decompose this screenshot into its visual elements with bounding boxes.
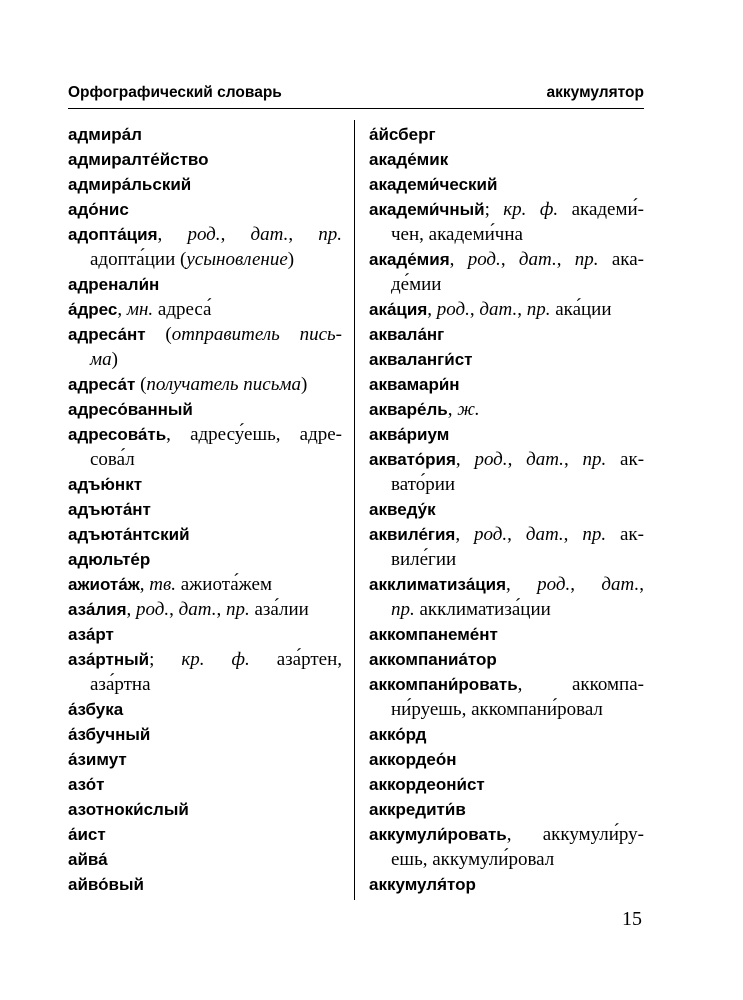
entry-text: , — [139, 574, 150, 595]
grammar-label: ма — [90, 349, 112, 370]
entry-text: ни́руешь, аккомпани́ровал — [391, 699, 603, 720]
headword: акко́рд — [369, 725, 427, 744]
dictionary-line — [68, 172, 342, 197]
entry-text: , аккумули́ру- — [506, 824, 644, 845]
dictionary-line — [369, 447, 644, 472]
entry-text: , — [455, 449, 475, 470]
headword: аккомпаниа́тор — [369, 650, 497, 669]
entry-text: ака́ции — [550, 299, 612, 320]
grammar-label: кр. ф. — [503, 199, 559, 220]
entry-text: ак- — [606, 449, 644, 470]
grammar-label: дат. — [525, 524, 564, 545]
entry-text: ) — [111, 349, 118, 370]
entry-text: , — [157, 224, 188, 245]
grammar-label: род. — [436, 299, 470, 320]
entry-text: , — [556, 249, 575, 270]
headword: адюльте́р — [68, 550, 151, 569]
grammar-label: получатель письма — [146, 374, 302, 395]
headword: адреса́т — [68, 375, 136, 394]
headword: аккомпанеме́нт — [369, 625, 498, 644]
dictionary-line — [369, 222, 644, 247]
headword: аккредити́в — [369, 800, 466, 819]
entry-text: , — [469, 299, 480, 320]
headword: аза́ртный — [68, 650, 150, 669]
dictionary-line — [68, 422, 342, 447]
grammar-label: дат. — [526, 449, 564, 470]
grammar-label: дат. — [601, 574, 640, 595]
dictionary-line — [68, 522, 342, 547]
headword: адресова́ть — [68, 425, 167, 444]
headword: адъюта́нт — [68, 500, 151, 519]
dictionary-line — [369, 547, 644, 572]
entry-text: , — [447, 399, 458, 420]
entry-text: , — [563, 524, 583, 545]
headword: акклиматиза́ция — [369, 575, 507, 594]
grammar-label: пр. — [582, 524, 607, 545]
dictionary-line — [68, 147, 342, 172]
dictionary-line — [68, 322, 342, 347]
headword: а́збука — [68, 700, 124, 719]
grammar-label: пр. — [574, 249, 599, 270]
entry-text: , — [216, 599, 226, 620]
dictionary-line — [68, 372, 342, 397]
dictionary-line — [68, 472, 342, 497]
entry-text: адопта́ции ( — [90, 249, 187, 270]
headword: акведу́к — [369, 500, 436, 519]
grammar-label: дат. — [518, 249, 557, 270]
page-number: 15 — [622, 908, 642, 930]
headword: а́збучный — [68, 725, 151, 744]
dictionary-line — [369, 397, 644, 422]
dictionary-line — [68, 272, 342, 297]
headword: акаде́мик — [369, 150, 449, 169]
dictionary-line — [68, 797, 342, 822]
entry-text: , — [500, 249, 519, 270]
headword: а́зимут — [68, 750, 127, 769]
dictionary-line — [369, 647, 644, 672]
headword: а́йсберг — [369, 125, 436, 144]
entry-text: , — [449, 249, 468, 270]
headword: акваланги́ст — [369, 350, 473, 369]
entry-text: ) — [301, 374, 308, 395]
entry-text: , — [563, 449, 583, 470]
dictionary-line — [68, 497, 342, 522]
dictionary-line — [369, 872, 644, 897]
headword: а́ист — [68, 825, 106, 844]
grammar-label: отправитель пись- — [171, 324, 342, 345]
entry-text: акклиматиза́ции — [414, 599, 551, 620]
entry-text: академи́- — [558, 199, 644, 220]
headword: адмира́льский — [68, 175, 192, 194]
headword: аза́рт — [68, 625, 114, 644]
grammar-label: пр. — [318, 224, 342, 245]
dictionary-line — [68, 697, 342, 722]
entry-text: ; — [484, 199, 504, 220]
grammar-label: пр. — [391, 599, 415, 620]
dictionary-line — [369, 422, 644, 447]
dictionary-line — [68, 722, 342, 747]
dictionary-line — [369, 497, 644, 522]
dictionary-line — [369, 347, 644, 372]
headword: адо́нис — [68, 200, 129, 219]
grammar-label: тв. — [149, 574, 176, 595]
dictionary-line — [369, 122, 644, 147]
entry-text: чен, академи́чна — [391, 224, 523, 245]
entry-text: , — [639, 574, 644, 595]
dictionary-line — [68, 597, 342, 622]
dictionary-line — [68, 647, 342, 672]
entry-text: , адресу́ешь, адре- — [166, 424, 342, 445]
dictionary-line — [68, 872, 342, 897]
entry-text: аза́ртен, — [249, 649, 342, 670]
grammar-label: мн. — [126, 299, 154, 320]
dictionary-line — [369, 372, 644, 397]
dictionary-line — [68, 847, 342, 872]
headword: аккумули́ровать — [369, 825, 507, 844]
dictionary-line — [68, 547, 342, 572]
headword: академи́ческий — [369, 175, 498, 194]
dictionary-line — [369, 572, 644, 597]
headword: аквиле́гия — [369, 525, 456, 544]
entry-text: ак- — [606, 524, 644, 545]
headword: адреса́нт — [68, 325, 146, 344]
entry-text: ажиота́жем — [175, 574, 273, 595]
entry-text: аза́лии — [249, 599, 309, 620]
entry-text: , — [506, 574, 538, 595]
entry-text: , — [507, 449, 527, 470]
entry-text: , — [517, 299, 527, 320]
headword: аза́лия — [68, 600, 127, 619]
headword: акваре́ль — [369, 400, 448, 419]
headword: аквамари́н — [369, 375, 460, 394]
dictionary-line — [369, 147, 644, 172]
headword: адъюта́нтский — [68, 525, 190, 544]
dictionary-line — [68, 247, 342, 272]
entry-text: адреса́ — [153, 299, 212, 320]
grammar-label: род. — [474, 449, 508, 470]
headword: аккумуля́тор — [369, 875, 476, 894]
dictionary-line — [369, 822, 644, 847]
dictionary-line — [369, 672, 644, 697]
grammar-label: дат. — [250, 224, 289, 245]
headword: аквала́нг — [369, 325, 445, 344]
entry-text: , — [126, 599, 137, 620]
headword: а́дрес — [68, 300, 118, 319]
entry-text: виле́гии — [391, 549, 457, 570]
headword: азо́т — [68, 775, 105, 794]
header-title: Орфографический словарь — [68, 84, 282, 101]
entry-text: , — [169, 599, 179, 620]
grammar-label: пр. — [582, 449, 607, 470]
headword: ака́ция — [369, 300, 428, 319]
column-divider — [354, 120, 355, 900]
headword: адресо́ванный — [68, 400, 193, 419]
grammar-label: пр. — [225, 599, 250, 620]
dictionary-line — [68, 347, 342, 372]
grammar-label: дат. — [479, 299, 518, 320]
running-header — [68, 82, 644, 109]
dictionary-line — [369, 597, 644, 622]
headword: азотноки́слый — [68, 800, 189, 819]
entry-text: , — [570, 574, 602, 595]
dictionary-line — [369, 272, 644, 297]
dictionary-line — [68, 297, 342, 322]
headword: адмира́л — [68, 125, 142, 144]
header-guide-word: аккумулятор — [546, 84, 644, 101]
headword: акаде́мия — [369, 250, 450, 269]
dictionary-line — [369, 622, 644, 647]
entry-text: , — [288, 224, 319, 245]
dictionary-line — [369, 197, 644, 222]
grammar-label: род. — [136, 599, 170, 620]
grammar-label: дат. — [178, 599, 217, 620]
headword: адмиралте́йство — [68, 150, 209, 169]
dictionary-line — [369, 847, 644, 872]
entry-text: сова́л — [90, 449, 135, 470]
left-column — [68, 122, 342, 897]
dictionary-line — [369, 472, 644, 497]
entry-text: ( — [135, 374, 147, 395]
entry-text: ) — [287, 249, 295, 270]
entry-text: ; — [149, 649, 182, 670]
grammar-label: кр. ф. — [181, 649, 250, 670]
grammar-label: род. — [537, 574, 571, 595]
dictionary-line — [369, 772, 644, 797]
entry-text: ака- — [598, 249, 644, 270]
entry-text: , — [220, 224, 251, 245]
entry-text: , аккомпа- — [517, 674, 644, 695]
grammar-label: ж. — [457, 399, 480, 420]
dictionary-line — [369, 172, 644, 197]
dictionary-line — [68, 572, 342, 597]
dictionary-line — [68, 672, 342, 697]
entry-text: вато́рии — [391, 474, 456, 495]
dictionary-line — [68, 747, 342, 772]
grammar-label: род. — [187, 224, 221, 245]
headword: академи́чный — [369, 200, 485, 219]
entry-text: де́мии — [391, 274, 442, 295]
headword: адъю́нкт — [68, 475, 143, 494]
headword: ажиота́ж — [68, 575, 140, 594]
headword: айво́вый — [68, 875, 144, 894]
entry-text: , — [455, 524, 475, 545]
entry-text: аза́ртна — [90, 674, 151, 695]
dictionary-line — [369, 697, 644, 722]
entry-text: , — [117, 299, 127, 320]
entry-text: ( — [145, 324, 172, 345]
dictionary-line — [68, 122, 342, 147]
dictionary-line — [369, 297, 644, 322]
headword: аккомпани́ровать — [369, 675, 518, 694]
dictionary-line — [369, 522, 644, 547]
dictionary-line — [68, 622, 342, 647]
headword: адопта́ция — [68, 225, 158, 244]
dictionary-line — [68, 197, 342, 222]
grammar-label: род. — [467, 249, 501, 270]
dictionary-line — [369, 747, 644, 772]
dictionary-line — [68, 397, 342, 422]
entry-text: ешь, аккумули́ровал — [391, 849, 555, 870]
dictionary-line — [369, 722, 644, 747]
dictionary-line — [68, 222, 342, 247]
dictionary-line — [369, 797, 644, 822]
dictionary-line — [68, 447, 342, 472]
grammar-label: род. — [474, 524, 508, 545]
headword: аквато́рия — [369, 450, 456, 469]
dictionary-line — [369, 322, 644, 347]
headword: аква́риум — [369, 425, 450, 444]
entry-text: , — [427, 299, 437, 320]
dictionary-line — [369, 247, 644, 272]
headword: айва́ — [68, 850, 108, 869]
headword: аккордео́н — [369, 750, 457, 769]
entry-text: , — [507, 524, 526, 545]
headword: адренали́н — [68, 275, 160, 294]
headword: аккордеони́ст — [369, 775, 485, 794]
grammar-label: пр. — [526, 299, 551, 320]
grammar-label: усыновление — [186, 249, 288, 270]
right-column — [369, 122, 644, 897]
dictionary-line — [68, 772, 342, 797]
dictionary-line — [68, 822, 342, 847]
